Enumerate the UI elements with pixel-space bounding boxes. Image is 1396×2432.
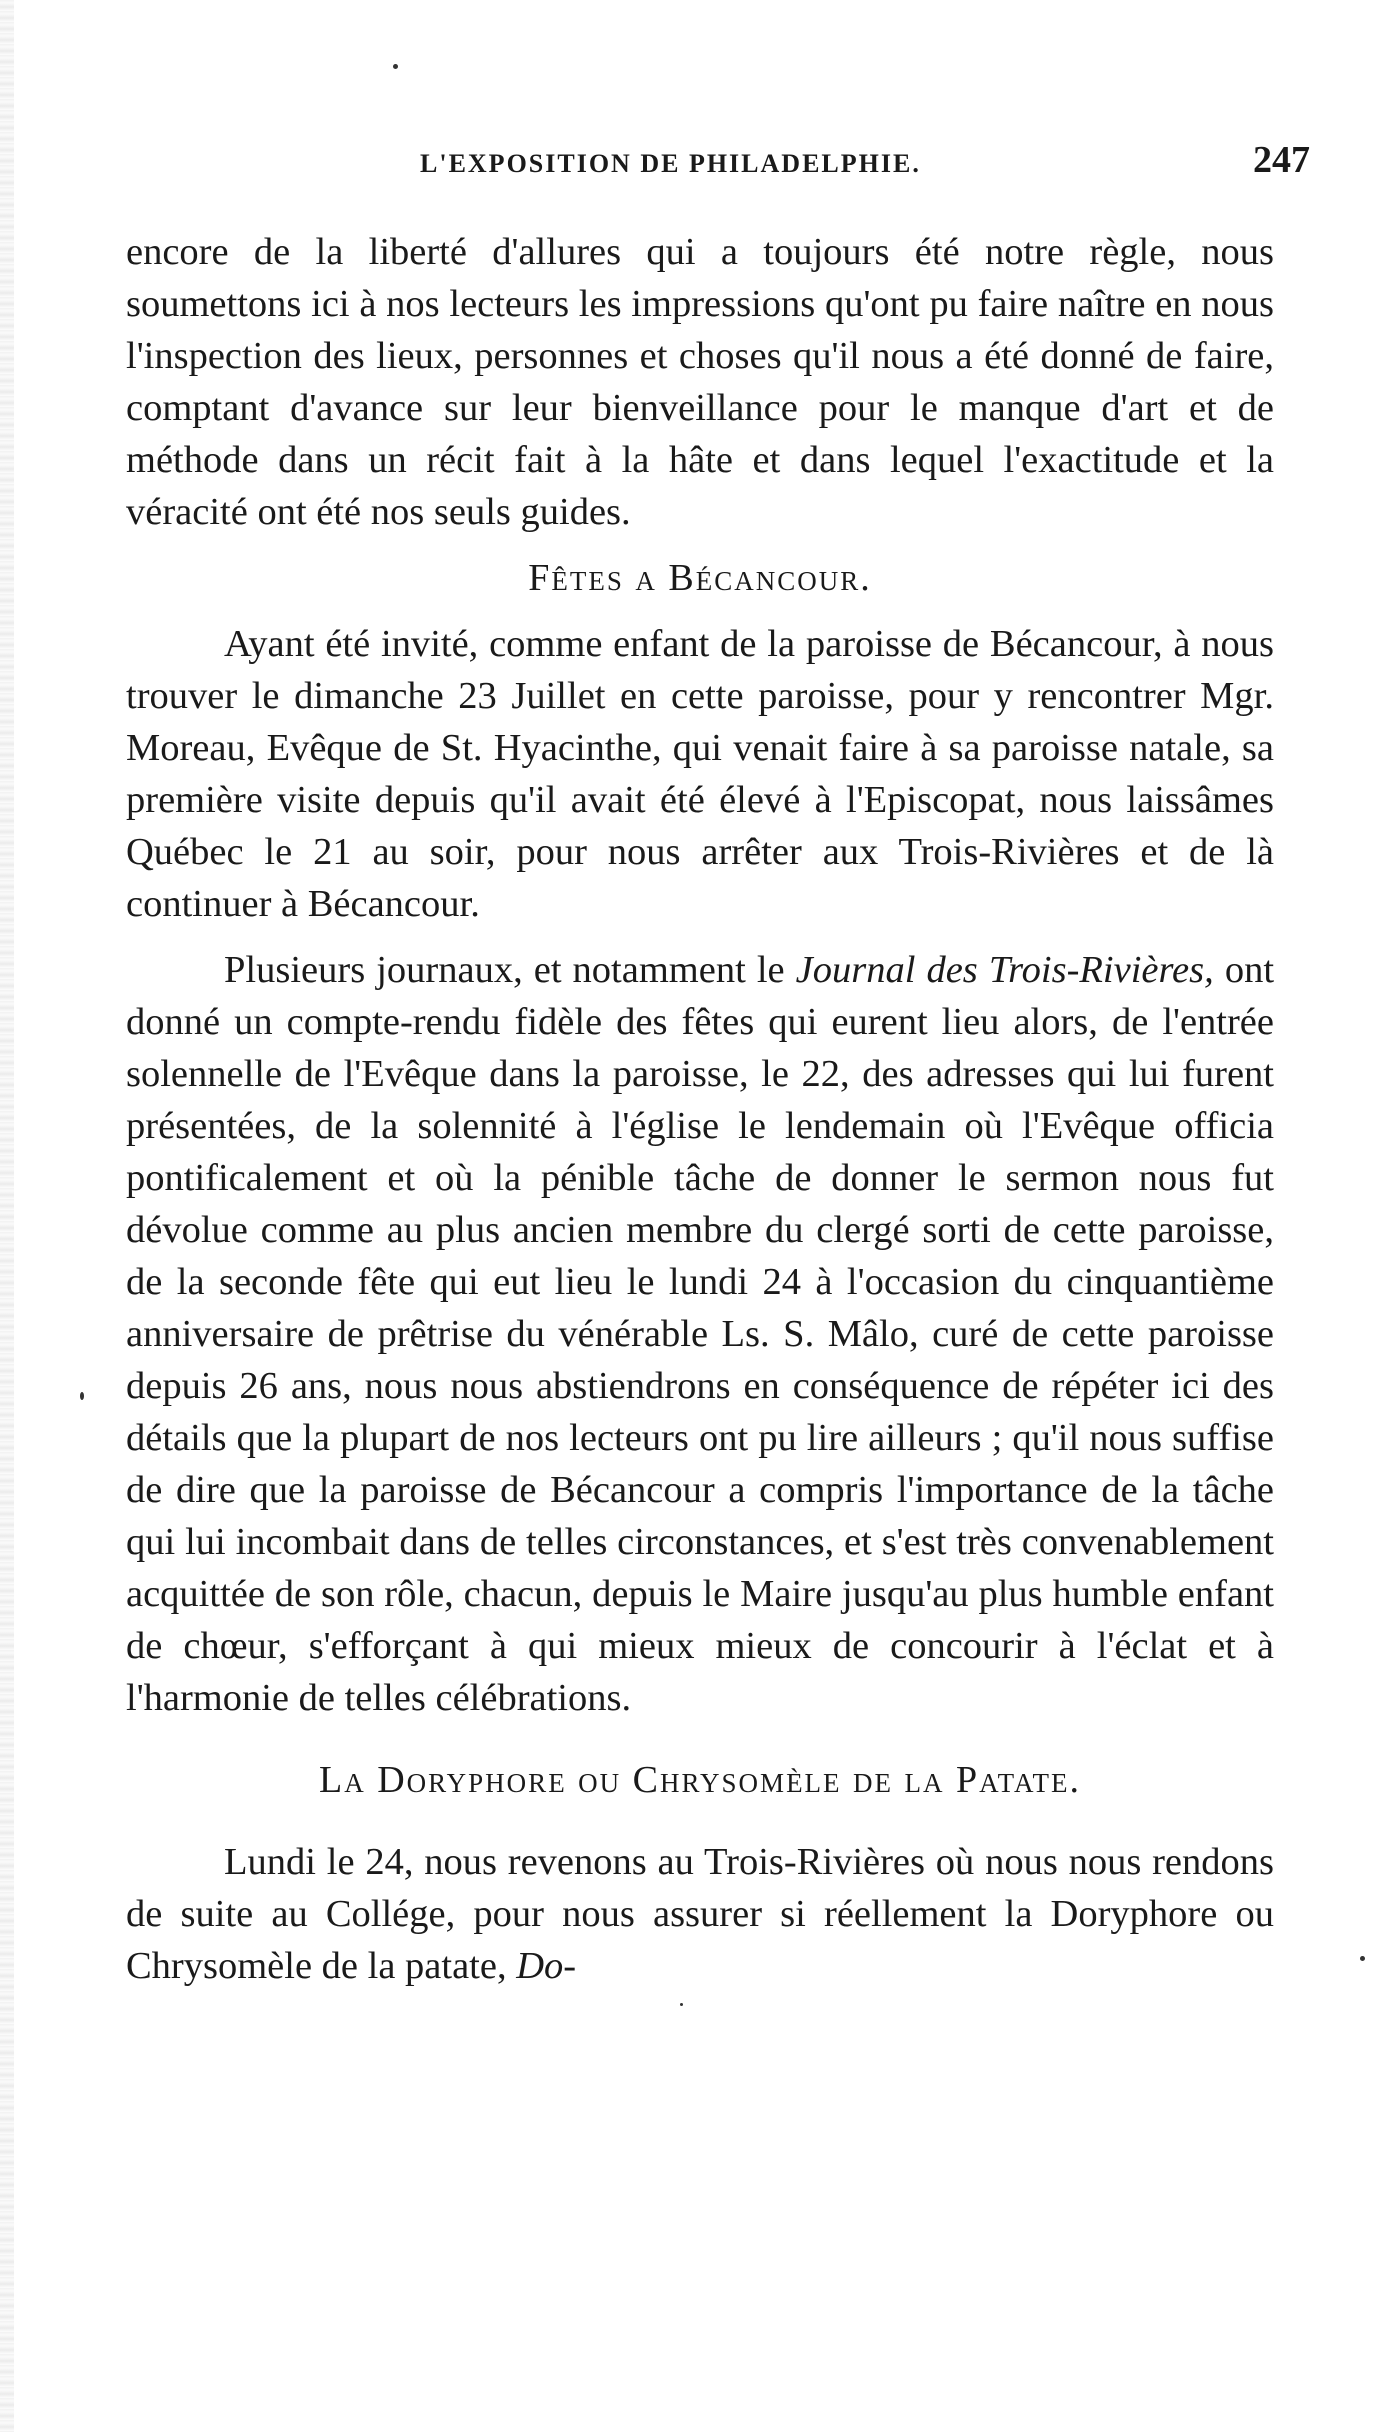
paragraph-journaux-rest: ont donné un compte-rendu fidèle des fêtes qui eurent lieu alors, de l'entrée solennelle de l'Evêque dans la paroisse, le 22, des adresses qui lui furent présentées, de la solennité à l'église le lendemain où l'Evêque officia pontificalement et où la pénible tâche de donner le sermon nous fut dévolue comme au plus ancien membre du clergé sorti de cette paroisse, de la seconde fête qui eut lieu le lundi 24 à l'occasion du cinquantième anniversaire de prêtrise du vénérable Ls. S. Mâlo, curé de cette paroisse depuis 26 ans, nous nous abstiendrons en conséquence de répéter ici des détails que la plupart de nos lecteurs ont pu lire ailleurs ; qu'il nous suffise de dire que la paroisse de Bécancour a compris l'importance de la tâche qui lui incombait dans de telles circonstances, et s'est très convenablement acquittée de son rôle, chacun, depuis le Maire jusqu'au plus humble enfant de chœur, s'efforçant à qui mieux mieux de concourir à l'éclat et à l'harmonie de telles célébrations. (126, 949, 1275, 1719)
scan-edge-shadow (0, 0, 14, 2432)
journal-title: Journal des Trois-Rivières, (795, 949, 1214, 991)
paragraph-doryphore-lead: Lundi le 24, nous revenons au Trois-Rivières où nous nous rendons de suite au Collége, pour nous assurer si réellement la Doryphore ou Chrysomèle de la patate, (126, 1841, 1274, 1987)
italic-hyphenated-word: Do- (516, 1945, 577, 1987)
section-heading-fetes: Fêtes a Bécancour. (528, 557, 872, 599)
scan-speck (80, 1392, 84, 1400)
paragraph-doryphore (126, 1836, 1274, 1992)
scan-speck (680, 2003, 683, 2006)
section-heading-doryphore: La Doryphore ou Chrysomèle de la Patate. (319, 1759, 1081, 1801)
paragraph-journaux-lead: Plusieurs journaux, et notamment le (224, 949, 785, 991)
page-header (420, 138, 1310, 182)
page-body (126, 226, 1274, 1992)
paragraph-continuation: encore de la liberté d'allures qui a toujours été notre règle, nous soumettons ici à nos lecteurs les impressions qu'ont pu faire naître en nous l'inspection des lieux, personnes et choses qu'il nous a été donné de faire, comptant d'avance sur leur bienveillance pour le manque d'art et de méthode dans un récit fait à la hâte et dans lequel l'exactitude et la véracité ont été nos seuls guides. (126, 231, 1274, 533)
paragraph-journaux (126, 944, 1274, 1724)
page-number: 247 (1253, 139, 1310, 181)
scan-speck (393, 64, 398, 69)
scan-speck (1360, 1956, 1365, 1961)
running-title: L'EXPOSITION DE PHILADELPHIE. (420, 149, 921, 178)
paragraph-invitation: Ayant été invité, comme enfant de la paroisse de Bécancour, à nous trouver le dimanche 23 Juillet en cette paroisse, pour y rencontrer Mgr. Moreau, Evêque de St. Hyacinthe, qui venait faire à sa paroisse natale, sa première visite depuis qu'il avait été élevé à l'Episcopat, nous laissâmes Québec le 21 au soir, pour nous arrêter aux Trois-Rivières et de là continuer à Bécancour. (126, 623, 1274, 925)
